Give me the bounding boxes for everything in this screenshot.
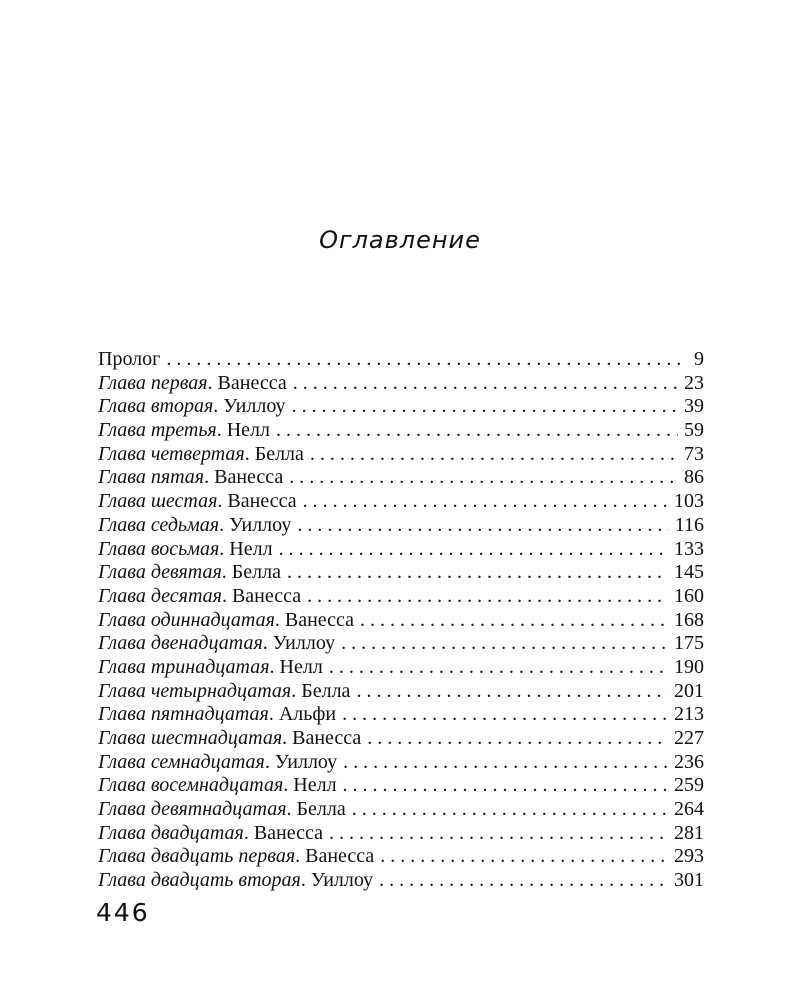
entry-name: Белла <box>296 798 346 821</box>
entry-label: Глава семнадцатая. Уиллоу <box>98 750 338 773</box>
entry-name: Ванесса <box>227 490 297 513</box>
toc-entry <box>98 490 704 514</box>
entry-name: Уиллоу <box>229 513 292 536</box>
table-of-contents <box>98 348 704 893</box>
chapter-title: Глава двадцать вторая <box>98 869 301 892</box>
chapter-title: Глава восемнадцатая <box>98 774 284 797</box>
toc-entry <box>98 443 704 467</box>
entry-name: Нелл <box>279 655 323 678</box>
toc-entry <box>98 656 704 680</box>
chapter-title: Глава первая <box>98 371 208 394</box>
entry-label: Глава двадцать первая. Ванесса <box>98 845 375 868</box>
toc-entry <box>98 798 704 822</box>
entry-label: Глава двадцать вторая. Уиллоу <box>98 869 374 892</box>
chapter-title: Глава шестая <box>98 490 218 513</box>
entry-page-number: 9 <box>694 348 704 370</box>
entry-name: Ванесса <box>284 608 355 631</box>
entry-label: Глава седьмая. Уиллоу <box>98 513 292 536</box>
entry-label: Глава двадцатая. Ванесса <box>98 821 324 844</box>
dot-leader <box>297 514 668 538</box>
entry-label: Глава четвертая. Белла <box>98 442 304 465</box>
dot-leader <box>166 348 682 372</box>
entry-label: Глава четырнадцатая. Белла <box>98 679 351 702</box>
page-number: 446 <box>96 898 150 927</box>
dot-leader <box>307 585 668 609</box>
entry-label: Глава восемнадцатая. Нелл <box>98 774 337 797</box>
entry-name: Белла <box>301 679 351 702</box>
entry-name: Нелл <box>229 537 273 560</box>
dot-leader <box>293 372 678 396</box>
chapter-title: Глава девятая <box>98 561 222 584</box>
dot-leader <box>343 751 668 775</box>
dot-leader <box>360 609 668 633</box>
entry-name: Ванесса <box>292 727 362 749</box>
toc-entry <box>98 680 704 704</box>
entry-label: Глава одиннадцатая. Ванесса <box>98 608 355 631</box>
entry-label: Глава шестнадцатая. Ванесса <box>98 727 362 749</box>
entry-page-number: 264 <box>674 798 704 821</box>
chapter-title: Глава семнадцатая <box>98 750 265 773</box>
dot-leader <box>343 774 668 798</box>
dot-leader <box>342 703 668 727</box>
entry-page-number: 175 <box>674 632 704 655</box>
entry-page-number: 168 <box>674 608 704 631</box>
entry-page-number: 190 <box>674 655 704 678</box>
entry-label: Глава пятая. Ванесса <box>98 466 284 489</box>
dot-leader <box>329 822 668 846</box>
entry-label: Глава восьмая. Нелл <box>98 537 273 560</box>
entry-page-number: 201 <box>674 679 704 702</box>
entry-page-number: 59 <box>684 419 704 442</box>
toc-entry <box>98 538 704 562</box>
entry-name: Белла <box>231 561 281 584</box>
toc-entry <box>98 585 704 609</box>
toc-entry <box>98 703 704 727</box>
entry-page-number: 145 <box>674 561 704 584</box>
dot-leader <box>279 538 668 562</box>
toc-entry <box>98 869 704 893</box>
entry-page-number: 116 <box>674 513 704 536</box>
entry-page-number: 213 <box>674 703 704 726</box>
entry-name: Ванесса <box>231 584 302 607</box>
toc-entry <box>98 774 704 798</box>
entry-label: Глава двенадцатая. Уиллоу <box>98 632 336 655</box>
entry-page-number: 259 <box>674 774 704 797</box>
entry-page-number: 23 <box>684 371 704 394</box>
dot-leader <box>276 419 678 443</box>
entry-name: Уиллоу <box>223 395 286 418</box>
entry-label: Глава третья. Нелл <box>98 419 271 442</box>
dot-leader <box>289 466 678 490</box>
toc-entry <box>98 561 704 585</box>
entry-page-number: 301 <box>674 869 704 892</box>
entry-label: Глава пятнадцатая. Альфи <box>98 703 337 726</box>
entry-label: Глава девятнадцатая. Белла <box>98 798 346 821</box>
chapter-title: Глава шестнадцатая <box>98 727 283 749</box>
entry-label: Глава девятая. Белла <box>98 561 281 584</box>
toc-entry <box>98 372 704 396</box>
toc-entry <box>98 514 704 538</box>
chapter-title: Глава двенадцатая <box>98 632 263 655</box>
entry-label: Глава шестая. Ванесса <box>98 490 297 513</box>
entry-name: Белла <box>254 442 304 465</box>
entry-label: Глава первая. Ванесса <box>98 371 287 394</box>
toc-entry <box>98 751 704 775</box>
chapter-title: Глава седьмая <box>98 513 220 536</box>
entry-page-number: 293 <box>674 845 704 868</box>
chapter-title: Глава пятая <box>98 466 205 489</box>
dot-leader <box>287 561 668 585</box>
toc-entry <box>98 466 704 490</box>
chapter-title: Глава тринадцатая <box>98 655 270 678</box>
chapter-title: Глава двадцать первая <box>98 845 296 868</box>
toc-entry <box>98 419 704 443</box>
toc-entry <box>98 727 704 751</box>
entry-name: Нелл <box>226 419 271 442</box>
entry-page-number: 281 <box>674 821 704 844</box>
entry-name: Уиллоу <box>272 632 336 655</box>
chapter-title: Глава одиннадцатая <box>98 608 275 631</box>
entry-name: Уиллоу <box>274 750 338 773</box>
entry-name: Пролог <box>98 348 161 370</box>
entry-label <box>98 348 160 372</box>
toc-entry <box>98 845 704 869</box>
toc-entry-prologue <box>98 348 704 372</box>
toc-entry <box>98 822 704 846</box>
entry-page-number: 133 <box>674 537 704 560</box>
dot-leader <box>292 395 678 419</box>
dot-leader <box>329 656 668 680</box>
dot-leader <box>367 727 668 751</box>
entry-page-number: 39 <box>684 395 704 418</box>
entry-page-number: 236 <box>674 750 704 773</box>
entry-label: Глава тринадцатая. Нелл <box>98 655 323 678</box>
chapter-title: Глава четвертая <box>98 442 245 465</box>
entry-page-number: 73 <box>684 442 704 465</box>
dot-leader <box>380 845 668 869</box>
entry-name: Ванесса <box>214 466 284 489</box>
dot-leader <box>341 632 668 656</box>
entry-name: Ванесса <box>305 845 375 868</box>
dot-leader <box>352 798 668 822</box>
chapter-title: Глава третья <box>98 419 217 442</box>
entry-page-number: 160 <box>674 584 704 607</box>
dot-leader <box>379 869 668 893</box>
chapter-title: Глава вторая <box>98 395 214 418</box>
entry-page-number: 227 <box>674 727 704 749</box>
entry-page-number: 103 <box>674 490 704 513</box>
toc-entry <box>98 609 704 633</box>
entry-name: Ванесса <box>217 371 287 394</box>
entry-name: Альфи <box>278 703 337 726</box>
chapter-title: Глава десятая <box>98 584 222 607</box>
toc-entry <box>98 632 704 656</box>
chapter-title: Глава двадцатая <box>98 821 244 844</box>
toc-title: Оглавление <box>319 226 481 254</box>
entry-name: Ванесса <box>253 821 324 844</box>
chapter-title: Глава четырнадцатая <box>98 679 292 702</box>
dot-leader <box>310 443 678 467</box>
toc-entry <box>98 395 704 419</box>
entry-label: Глава десятая. Ванесса <box>98 584 302 607</box>
entry-label: Глава вторая. Уиллоу <box>98 395 286 418</box>
dot-leader <box>303 490 668 514</box>
entry-name: Нелл <box>293 774 337 797</box>
chapter-title: Глава девятнадцатая <box>98 798 287 821</box>
chapter-title: Глава пятнадцатая <box>98 703 269 726</box>
entry-name: Уиллоу <box>310 869 374 892</box>
chapter-title: Глава восьмая <box>98 537 220 560</box>
dot-leader <box>356 680 668 704</box>
entry-page-number: 86 <box>684 466 704 489</box>
